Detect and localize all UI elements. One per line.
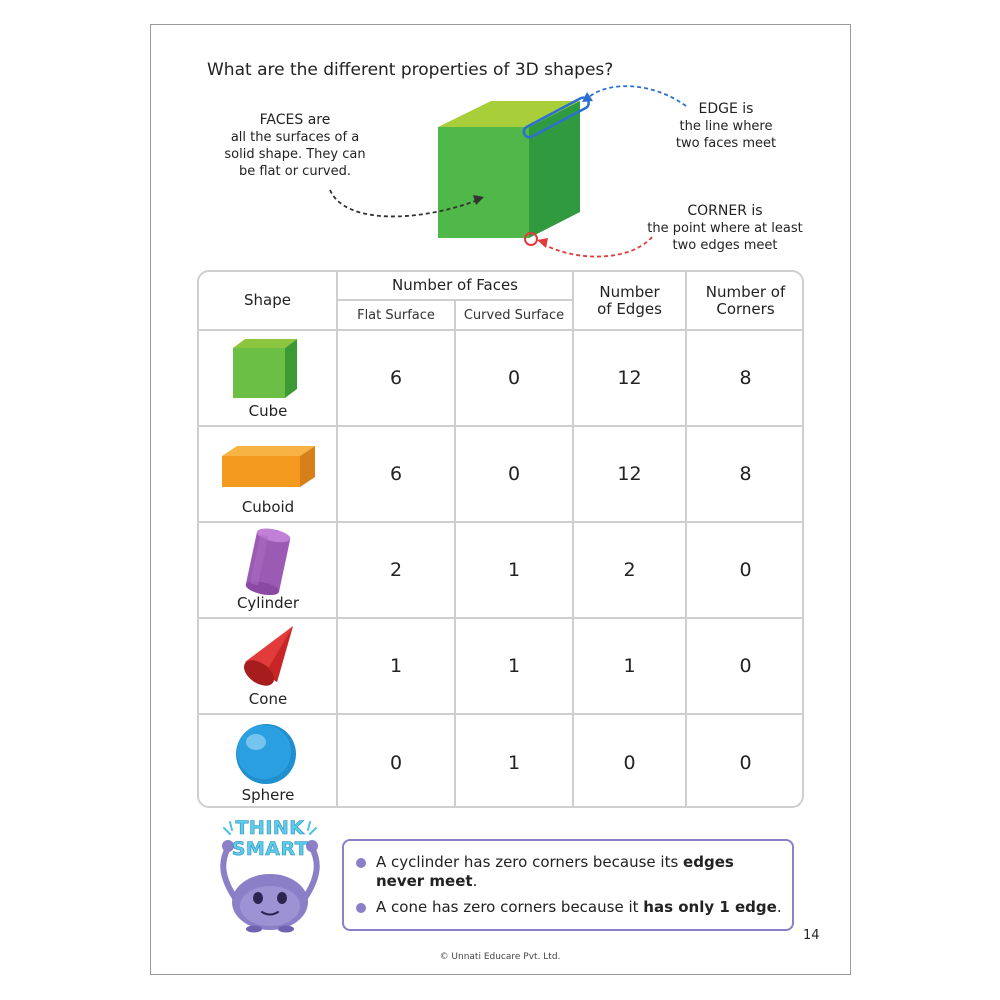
cube-flat-surface: 6 xyxy=(389,367,403,389)
cone-corners: 0 xyxy=(739,655,752,677)
corner-text: the point where at least two edges meet xyxy=(647,221,803,253)
cone-curved-surface: 1 xyxy=(507,655,521,677)
edge-term: EDGE is xyxy=(698,101,754,117)
cylinder-icon xyxy=(239,527,299,597)
shape-name-cone: Cone xyxy=(248,690,288,708)
think-smart-tips xyxy=(342,839,794,931)
cube-icon xyxy=(229,336,299,402)
edge-text: the line where two faces meet xyxy=(675,119,777,151)
cone-edges: 1 xyxy=(623,655,636,677)
header-flat-surface: Flat Surface xyxy=(357,307,435,323)
cylinder-edges: 2 xyxy=(623,559,636,581)
edge-definition xyxy=(656,101,796,152)
cuboid-flat-surface: 6 xyxy=(389,463,403,485)
shapes-properties-table xyxy=(197,270,804,808)
header-shape: Shape xyxy=(244,291,291,309)
think-smart-line2: SMART xyxy=(231,838,309,860)
think-smart-badge xyxy=(222,818,318,860)
faces-term: FACES are xyxy=(259,112,331,128)
cone-flat-surface: 1 xyxy=(389,655,403,677)
sphere-edges: 0 xyxy=(623,751,636,774)
sphere-icon xyxy=(234,722,298,786)
tip-cylinder: A cyclinder has zero corners because its edges never meet. xyxy=(376,853,786,891)
header-number-of-faces: Number of Faces xyxy=(392,276,518,294)
corner-definition xyxy=(640,203,810,254)
cone-icon xyxy=(237,624,301,690)
shape-name-cuboid: Cuboid xyxy=(241,498,295,516)
copyright: © Unnati Educare Pvt. Ltd. xyxy=(439,952,561,962)
sphere-flat-surface: 0 xyxy=(389,751,403,774)
shape-name-cube: Cube xyxy=(248,402,288,420)
corner-term: CORNER is xyxy=(687,203,763,219)
faces-definition xyxy=(200,112,390,180)
shape-name-cylinder: Cylinder xyxy=(236,594,300,612)
tip-cone: A cone has zero corners because it has only 1 edge. xyxy=(376,898,786,917)
sphere-curved-surface: 1 xyxy=(507,751,521,774)
page-number: 14 xyxy=(803,928,820,943)
faces-text: all the surfaces of a solid shape. They can be flat or curved. xyxy=(224,130,366,179)
cylinder-corners: 0 xyxy=(739,559,752,581)
header-number-of-edges: Number of Edges xyxy=(597,282,662,318)
cylinder-flat-surface: 2 xyxy=(389,559,403,581)
cuboid-curved-surface: 0 xyxy=(507,463,521,485)
cube-curved-surface: 0 xyxy=(507,367,521,389)
cube-corners: 8 xyxy=(739,367,752,389)
shape-name-sphere: Sphere xyxy=(241,786,295,804)
page-title: What are the different properties of 3D shapes? xyxy=(207,60,614,80)
cuboid-icon xyxy=(217,442,317,492)
header-number-of-corners: Number of Corners xyxy=(705,282,786,318)
think-smart-line1: THINK xyxy=(235,817,305,839)
cube-edges: 12 xyxy=(617,367,642,389)
sphere-corners: 0 xyxy=(739,751,752,774)
header-curved-surface: Curved Surface xyxy=(463,307,565,323)
cylinder-curved-surface: 1 xyxy=(507,559,521,581)
cuboid-edges: 12 xyxy=(617,463,642,485)
cuboid-corners: 8 xyxy=(739,463,752,485)
